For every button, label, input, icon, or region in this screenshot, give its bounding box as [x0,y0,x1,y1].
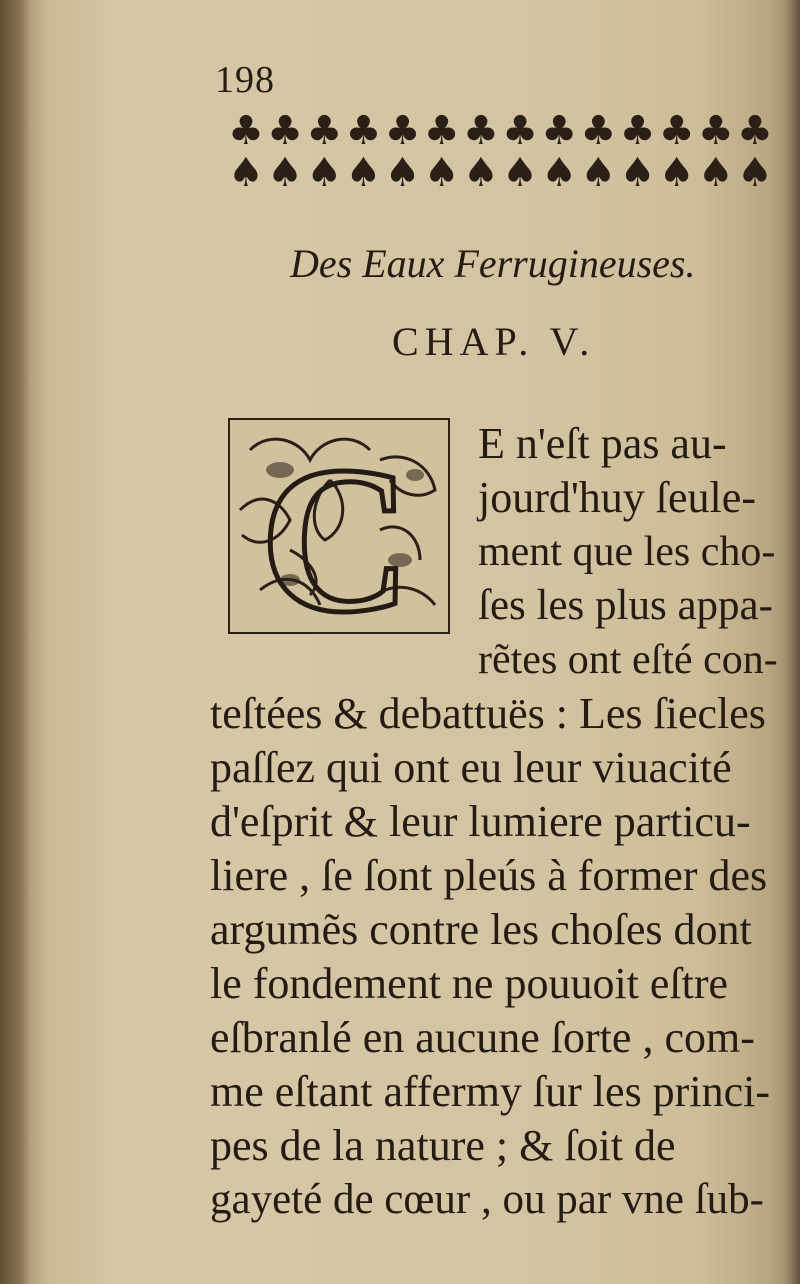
fleuron-icon: ♣ [541,108,578,154]
fleuron-icon: ♠ [619,150,656,196]
fleuron-icon: ♣ [580,108,617,154]
page-edge-shadow [784,0,800,1284]
fleuron-icon: ♣ [228,108,264,154]
text-line: eſbranlé en aucune ſorte , com- [210,1013,755,1062]
fleuron-icon: ♣ [619,108,656,154]
text-line: teſtées & debattuës : Les ſiecles [210,689,766,738]
svg-text:C: C [260,424,412,632]
book-spine [0,0,30,1284]
fleuron-icon: ♣ [423,108,460,154]
fleuron-icon: ♠ [502,150,538,196]
text-line: le fondement ne pouuoit eſtre [210,959,729,1008]
fleuron-icon: ♠ [697,150,734,196]
fleuron-icon: ♠ [267,150,304,196]
fleuron-icon: ♣ [697,108,734,154]
fleuron-icon: ♠ [345,150,382,196]
chapter-title: CHAP. V. [392,319,596,364]
fleuron-icon: ♠ [580,150,617,196]
text-line: ment que les cho- [478,529,776,575]
decorated-initial [228,418,450,634]
fleuron-icon: ♣ [462,108,499,154]
text-line: argumẽs contre les choſes dont [210,905,752,954]
text-line: gayeté de cœur , ou par vne ſub- [210,1176,765,1223]
fleuron-icon: ♠ [462,150,499,196]
fleuron-icon: ♠ [423,150,460,196]
floral-initial-icon [230,420,448,632]
fleuron-icon: ♠ [737,150,773,196]
ornament-band-top [228,108,773,154]
fleuron-icon: ♣ [737,108,773,154]
text-line: E n'eſt pas au- [478,419,727,468]
text-line: paſſez qui ont eu leur viuacité [210,743,732,792]
text-line: pes de la nature ; & ſoit de [210,1121,676,1170]
text-line: ſes les plus appa- [478,582,773,629]
text-line: d'eſprit & leur lumiere particu- [210,797,751,846]
text-line: me eſtant affermy ſur les princi- [210,1067,770,1116]
text-line: liere , ſe ſont pleús à former des [210,851,768,900]
fleuron-icon: ♠ [541,150,578,196]
fleuron-icon: ♣ [345,108,382,154]
fleuron-icon: ♣ [306,108,343,154]
section-heading: Des Eaux Ferrugineuses. [290,241,696,286]
fleuron-icon: ♣ [384,108,421,154]
fleuron-icon: ♣ [502,108,538,154]
fleuron-icon: ♠ [658,150,695,196]
ornament-band-bottom [228,150,773,196]
fleuron-icon: ♠ [228,150,264,196]
fleuron-icon: ♣ [658,108,695,154]
text-line: rẽtes ont eſté con- [478,637,778,683]
text-line: jourd'huy ſeule- [478,473,756,522]
fleuron-icon: ♠ [384,150,421,196]
page-number: 198 [215,59,275,101]
fleuron-icon: ♠ [306,150,343,196]
fleuron-icon: ♣ [267,108,304,154]
